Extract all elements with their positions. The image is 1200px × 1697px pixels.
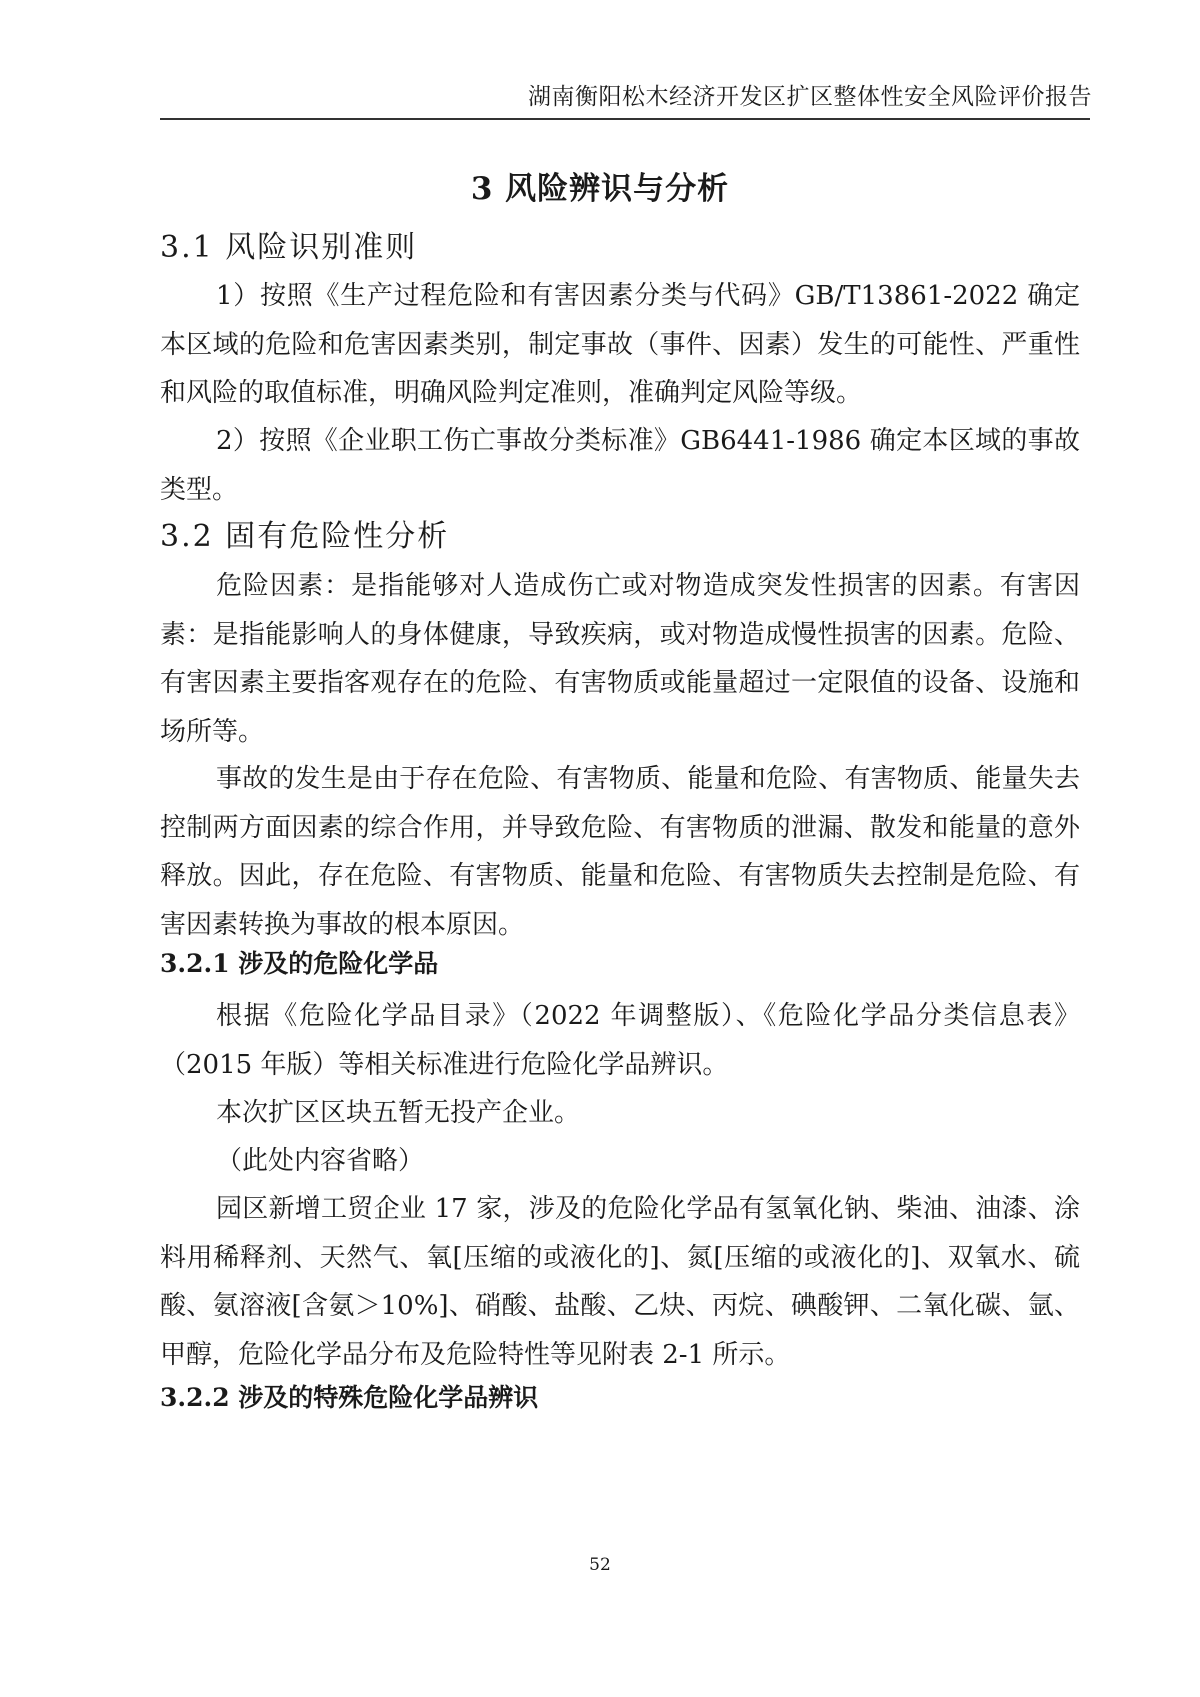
paragraph: 危险因素：是指能够对人造成伤亡或对物造成突发性损害的因素。有害因素：是指能影响人的身体健康，导致疾病，或对物造成慢性损害的因素。危险、有害因素主要指客观存在的危险、有害物质或能量超过一定限值的设备、设施和场所等。: [160, 571, 1080, 747]
paragraph: 本次扩区区块五暂无投产企业。: [216, 1098, 581, 1128]
section-heading-3-1: 3.1 风险识别准则: [160, 230, 418, 265]
subsection-heading-3-2-2: 3.2.2 涉及的特殊危险化学品辨识: [160, 1383, 539, 1412]
paragraph: 2）按照《企业职工伤亡事故分类标准》GB6441-1986 确定本区域的事故类型。: [160, 426, 1080, 505]
page-number: 52: [589, 1555, 611, 1575]
section-heading-3-2: 3.2 固有危险性分析: [160, 519, 450, 554]
subsection-heading-3-2-1: 3.2.1 涉及的危险化学品: [160, 949, 439, 978]
paragraph: 根据《危险化学品目录》（2022 年调整版）、《危险化学品分类信息表》（2015 年版）等相关标准进行危险化学品辨识。: [160, 1001, 1080, 1080]
paragraph: 1）按照《生产过程危险和有害因素分类与代码》GB/T13861-2022 确定本区域的危险和危害因素类别，制定事故（事件、因素）发生的可能性、严重性和风险的取值标准，明确风险判定准则，准确判定风险等级。: [160, 281, 1080, 408]
running-header: 湖南衡阳松木经济开发区扩区整体性安全风险评价报告: [528, 84, 1092, 110]
paragraph: （此处内容省略）: [216, 1146, 425, 1176]
paragraph: 事故的发生是由于存在危险、有害物质、能量和危险、有害物质、能量失去控制两方面因素的综合作用，并导致危险、有害物质的泄漏、散发和能量的意外释放。因此，存在危险、有害物质、能量和危险、有害物质失去控制是危险、有害因素转换为事故的根本原因。: [160, 764, 1080, 940]
chapter-title: 3 风险辨识与分析: [470, 171, 730, 207]
header-rule: [160, 118, 1090, 120]
paragraph: 园区新增工贸企业 17 家，涉及的危险化学品有氢氧化钠、柴油、油漆、涂料用稀释剂、天然气、氧[压缩的或液化的]、氮[压缩的或液化的]、双氧水、硫酸、氨溶液[含氨＞10%]、硝酸、盐酸、乙炔、丙烷、碘酸钾、二氧化碳、氩、甲醇，危险化学品分布及危险特性等见附表 2-1 所示。: [160, 1194, 1080, 1370]
